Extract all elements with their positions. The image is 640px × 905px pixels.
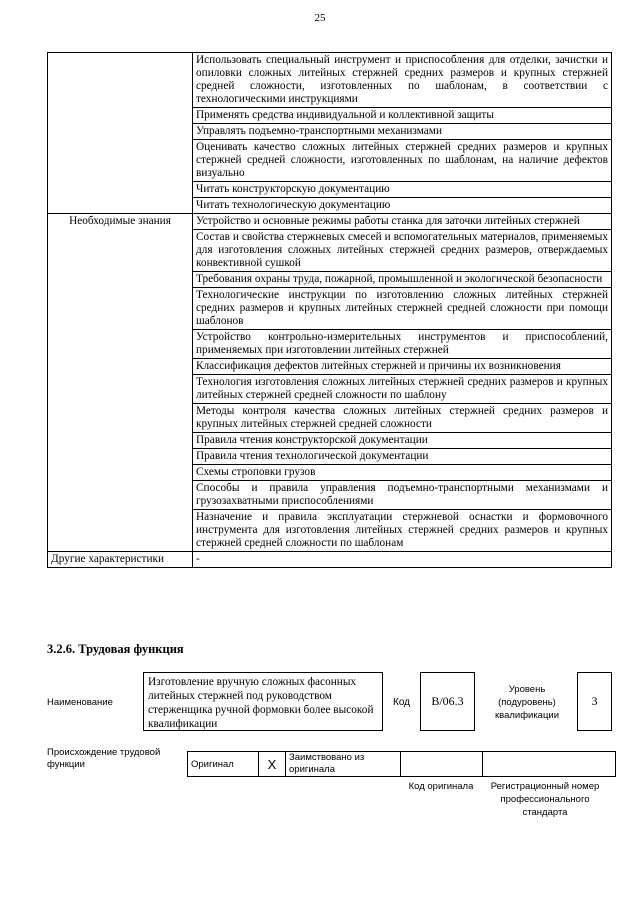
skill-item: Управлять подъемно-транспортными механизмами	[193, 124, 612, 140]
skill-item: Читать конструкторскую документацию	[193, 182, 612, 198]
skills-label-cell	[48, 53, 193, 214]
other-characteristics-value: -	[193, 552, 612, 568]
knowledge-item: Классификация дефектов литейных стержней и причины их возникновения	[193, 359, 612, 375]
knowledge-item: Назначение и правила эксплуатации стержневой оснастки и формовочного инструмента для изготовления литейных стержней средних размеров и крупных стержней средней сложности по шаблонам	[193, 510, 612, 552]
function-name-box: Изготовление вручную сложных фасонных литейных стержней под руководством стерженщика ручной формовки более высокой квалификации	[143, 672, 383, 731]
code-label: Код	[393, 697, 411, 708]
knowledge-item: Технологические инструкции по изготовлению сложных литейных стержней средних размеров и крупных литейных стержней средней сложности при помощи шаблонов	[193, 288, 612, 330]
code-original-caption: Код оригинала	[408, 781, 474, 792]
knowledge-item: Правила чтения технологической документации	[193, 449, 612, 465]
knowledge-item: Правила чтения конструкторской документации	[193, 433, 612, 449]
knowledge-label: Необходимые знания	[48, 214, 193, 552]
borrowed-label: Заимствовано из оригинала	[286, 752, 401, 777]
level-value-box: 3	[577, 672, 612, 731]
knowledge-item: Методы контроля качества сложных литейных стержней средних размеров и крупных литейных стержней средней сложности	[193, 404, 612, 433]
reg-number-cell	[483, 752, 616, 777]
skill-item: Использовать специальный инструмент и приспособления для отделки, зачистки и опиловки сложных литейных стержней средних размеров и крупных стержней средней сложности, изготовленных по шаблонам, в соответствии с технологическими инструкциями	[193, 53, 612, 108]
skill-item: Применять средства индивидуальной и коллективной защиты	[193, 108, 612, 124]
knowledge-item: Схемы строповки грузов	[193, 465, 612, 481]
skill-item: Оценивать качество сложных литейных стержней средних размеров и крупных стержней средней сложности, изготовленных по шаблонам, на наличие дефектов визуально	[193, 140, 612, 182]
table-row	[48, 552, 612, 568]
other-characteristics-label: Другие характеристики	[48, 552, 193, 568]
original-label: Оригинал	[188, 752, 259, 777]
knowledge-item: Технология изготовления сложных литейных стержней средних размеров и крупных литейных стержней средней сложности по шаблону	[193, 375, 612, 404]
labor-function-table	[47, 52, 612, 568]
origin-label: Происхождение трудовой функции	[47, 747, 161, 770]
code-value-box: B/06.3	[420, 672, 475, 731]
table-row	[48, 53, 612, 108]
original-mark: X	[259, 752, 286, 777]
level-label: Уровень (подуровень) квалификации	[494, 684, 560, 721]
skill-item: Читать технологическую документацию	[193, 198, 612, 214]
knowledge-item: Устройство и основные режимы работы станка для заточки литейных стержней	[193, 214, 612, 230]
table-row	[48, 214, 612, 230]
table-row	[188, 752, 616, 777]
knowledge-item: Способы и правила управления подъемно-транспортными механизмами и грузозахватными приспособлениями	[193, 481, 612, 510]
knowledge-item: Состав и свойства стержневых смесей и вспомогательных материалов, применяемых для изготовления сложных литейных стержней средних размеров, отверждаемых конвективной сушкой	[193, 230, 612, 272]
reg-number-caption: Регистрационный номер профессионального стандарта	[490, 781, 600, 818]
origin-table	[187, 751, 616, 777]
knowledge-item: Требования охраны труда, пожарной, промышленной и экологической безопасности	[193, 272, 612, 288]
page-number: 25	[314, 12, 326, 24]
section-heading: 3.2.6. Трудовая функция	[47, 642, 184, 656]
code-original-cell	[401, 752, 483, 777]
name-label: Наименование	[47, 697, 113, 708]
knowledge-item: Устройство контрольно-измерительных инструментов и приспособлений, применяемых при изготовлении литейных стержней	[193, 330, 612, 359]
